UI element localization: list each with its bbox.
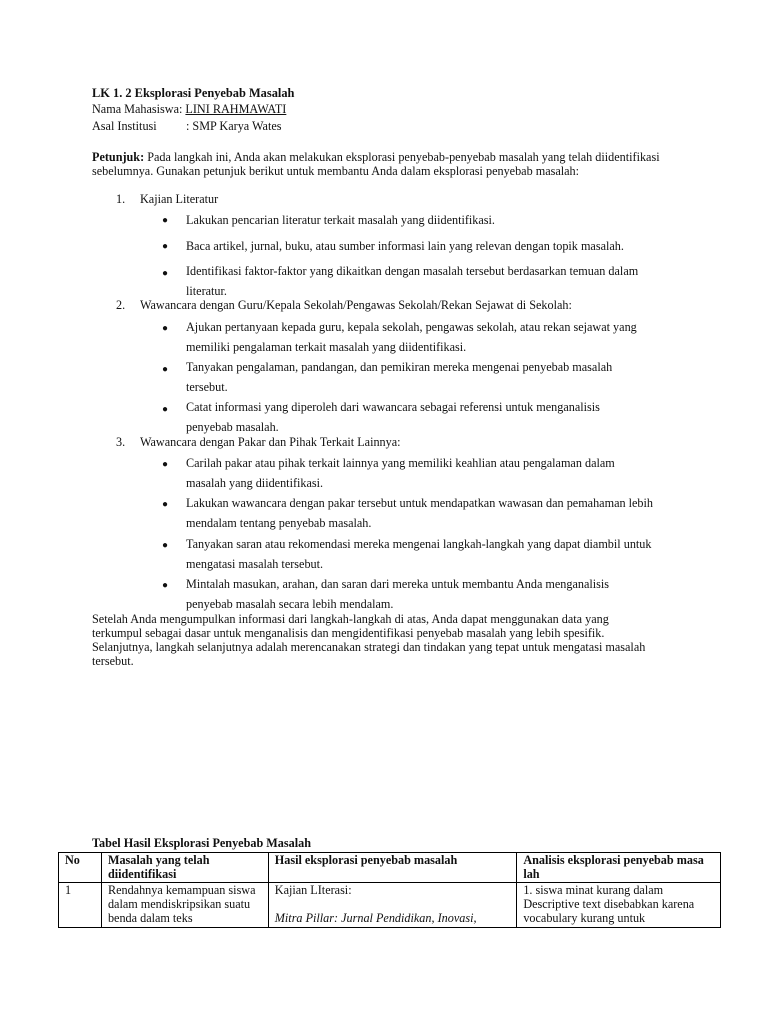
bullet-icon: ● [162, 241, 169, 252]
bullet-icon: ● [162, 404, 169, 415]
bullet-icon: ● [162, 364, 169, 375]
bullet-text: Catat informasi yang diperoleh dari wawancara sebagai referensi untuk menganalisis penyebab masalah. [186, 400, 600, 434]
instructions-text: Pada langkah ini, Anda akan melakukan eksplorasi penyebab-penyebab masalah yang telah diidentifikasi sebelumnya. Gunakan petunjuk berikut untuk membantu Anda dalam eksplorasi penyebab masalah: [92, 150, 660, 178]
table-title: Tabel Hasil Eksplorasi Penyebab Masalah [92, 836, 311, 850]
instructions-paragraph [92, 150, 692, 178]
document-title: LK 1. 2 Eksplorasi Penyebab Masalah [92, 86, 295, 100]
table-row [59, 883, 721, 928]
step-number: 1. [116, 192, 126, 206]
table-header-cell: Masalah yang telah diidentifikasi [101, 853, 268, 883]
bullet-icon: ● [162, 215, 169, 226]
bullet-icon: ● [162, 268, 169, 279]
step-title: Kajian Literatur [140, 192, 219, 206]
institution-value: : SMP Karya Wates [186, 119, 282, 133]
bullet-icon: ● [162, 499, 169, 510]
bullet-icon: ● [162, 580, 169, 591]
bullet-text: Identifikasi faktor-faktor yang dikaitkan dengan masalah tersebut berdasarkan temuan dalam literatur. [186, 264, 639, 298]
institution-label: Asal Institusi [92, 119, 157, 133]
hasil-label: Kajian LIterasi: [274, 883, 352, 897]
table-header-cell: No [59, 853, 102, 883]
bullet-text: Tanyakan pengalaman, pandangan, dan pemikiran mereka mengenai penyebab masalah tersebut. [186, 360, 613, 394]
results-table [58, 852, 721, 928]
step-number: 3. [116, 435, 126, 449]
student-name-value: LINI RAHMAWATI [185, 102, 287, 116]
bullet-text: Lakukan wawancara dengan pakar tersebut untuk mendapatkan wawasan dan pemahaman lebih mendalam tentang penyebab masalah. [186, 496, 653, 530]
bullet-icon: ● [162, 540, 169, 551]
bullet-text: Lakukan pencarian literatur terkait masalah yang diidentifikasi. [186, 213, 495, 227]
table-cell-masalah: Rendahnya kemampuan siswa dalam mendiskripsikan suatu benda dalam teks [101, 883, 268, 928]
bullet-icon: ● [162, 323, 169, 334]
bullet-icon: ● [162, 459, 169, 470]
table-cell-analisis: 1. siswa minat kurang dalam Descriptive text disebabkan karena vocabulary kurang untuk [517, 883, 721, 928]
table-header-row [59, 853, 721, 883]
bullet-text: Mintalah masukan, arahan, dan saran dari mereka untuk membantu Anda menganalisis penyebab masalah secara lebih mendalam. [186, 577, 610, 611]
table-header-cell: Analisis eksplorasi penyebab masa lah [517, 853, 721, 883]
bullet-text: Tanyakan saran atau rekomendasi mereka mengenai langkah-langkah yang dapat diambil untuk mengatasi masalah tersebut. [186, 537, 652, 571]
table-header-cell: Hasil eksplorasi penyebab masalah [268, 853, 517, 883]
step-title: Wawancara dengan Guru/Kepala Sekolah/Pengawas Sekolah/Rekan Sejawat di Sekolah: [140, 298, 572, 312]
hasil-reference: Mitra Pillar: Jurnal Pendidikan, Inovasi, [274, 911, 477, 925]
instructions-label: Petunjuk: [92, 150, 145, 164]
closing-paragraph: Setelah Anda mengumpulkan informasi dari langkah-langkah di atas, Anda dapat menggunakan data yang terkumpul sebagai dasar untuk menganalisis dan mengidentifikasi penyebab masalah yang lebih spesifik. Selanjutnya, langkah selanjutnya adalah merencanakan strategi dan tindakan yang tepat untuk mengatasi masalah tersebut. [92, 612, 646, 668]
bullet-text: Carilah pakar atau pihak terkait lainnya yang memiliki keahlian atau pengalaman dalam masalah yang diidentifikasi. [186, 456, 615, 490]
step-title: Wawancara dengan Pakar dan Pihak Terkait Lainnya: [140, 435, 401, 449]
table-cell-hasil [268, 883, 517, 928]
bullet-text: Ajukan pertanyaan kepada guru, kepala sekolah, pengawas sekolah, atau rekan sejawat yang memiliki pengalaman terkait masalah yang diidentifikasi. [186, 320, 637, 354]
bullet-text: Baca artikel, jurnal, buku, atau sumber informasi lain yang relevan dengan topik masalah. [186, 239, 624, 253]
step-number: 2. [116, 298, 126, 312]
student-name-label: Nama Mahasiswa: [92, 102, 186, 116]
table-cell-no: 1 [59, 883, 102, 928]
student-name-line [92, 102, 286, 116]
